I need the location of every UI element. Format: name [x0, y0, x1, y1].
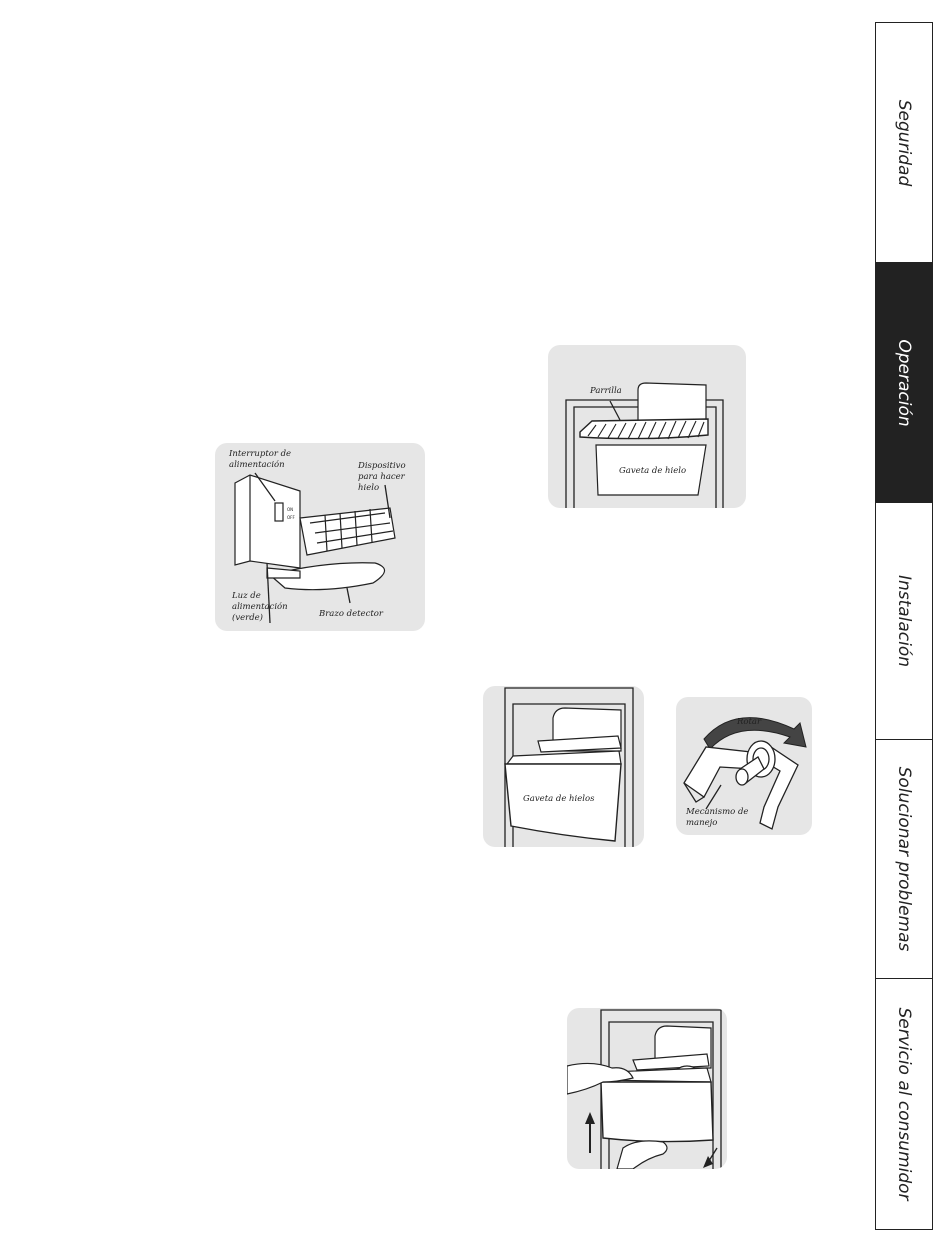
tab-solucionar-problemas[interactable] [876, 740, 932, 979]
tab-operacion[interactable] [876, 263, 932, 503]
side-tabs [875, 22, 933, 1230]
tab-servicio-al-consumidor[interactable] [876, 979, 932, 1228]
tab-instalacion-label: Instalación [894, 574, 914, 668]
remove-bin-figure [567, 1008, 727, 1169]
switch-caption: Interruptor de alimentación [229, 449, 292, 470]
tab-solucionar-problemas-label: Solucionar problemas [894, 766, 914, 952]
ice-bin-illustration [483, 686, 644, 847]
tab-operacion-label: Operación [894, 338, 914, 427]
tab-instalacion[interactable] [876, 503, 932, 740]
off-text: OFF [287, 515, 295, 520]
shelf-illustration [548, 345, 746, 508]
rotate-caption: Rotar [737, 717, 762, 727]
mechanism-caption: Mecanismo de manejo [686, 807, 749, 828]
shelf-figure [548, 345, 746, 508]
bin-caption: Gaveta de hielo [619, 466, 687, 476]
light-caption: Luz de alimentación (verde) [232, 591, 288, 623]
tab-servicio-al-consumidor-label: Servicio al consumidor [894, 1006, 914, 1201]
remove-bin-illustration [567, 1008, 727, 1169]
ice-bin-caption: Gaveta de hielos [523, 794, 595, 804]
tab-seguridad-label: Seguridad [894, 99, 914, 186]
drive-figure [676, 697, 812, 835]
arm-caption: Brazo detector [319, 609, 383, 619]
tab-seguridad[interactable] [876, 23, 932, 263]
device-caption: Dispositivo para hacer hielo [358, 461, 406, 493]
on-text: ON [287, 507, 294, 512]
ice-bin-figure [483, 686, 644, 847]
icemaker-figure [215, 443, 425, 631]
shelf-caption: Parrilla [590, 386, 622, 396]
